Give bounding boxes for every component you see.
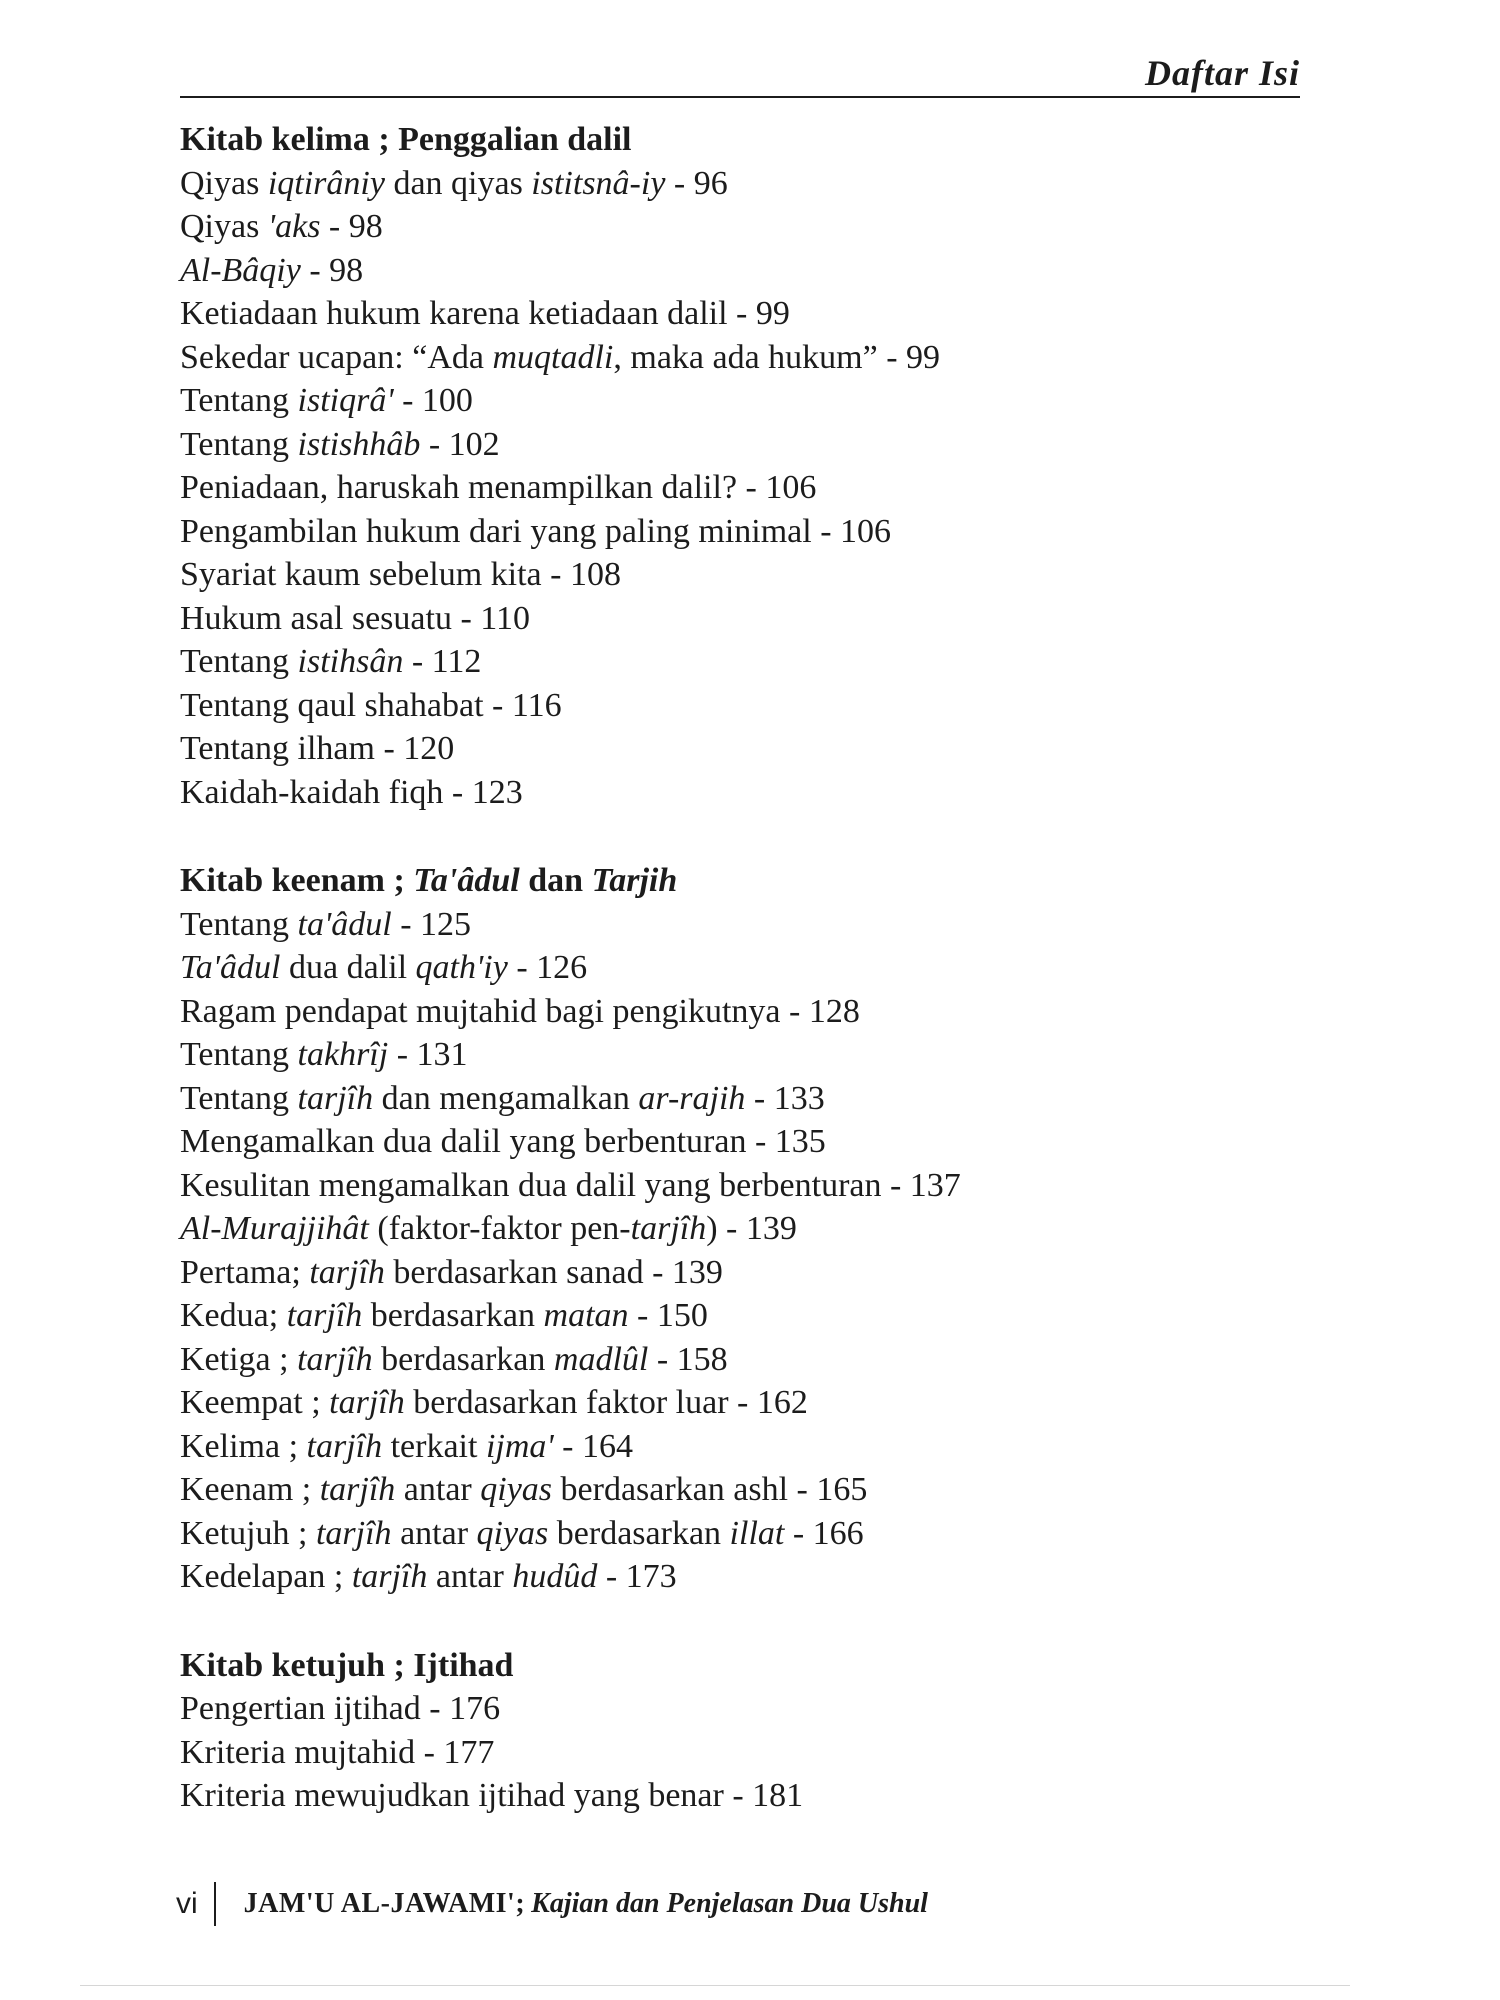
toc-entry (180, 727, 1300, 771)
entry-text-run: hudûd (512, 1558, 598, 1595)
toc-entry (180, 1687, 1300, 1731)
entry-text-run: dua dalil (280, 949, 416, 986)
toc-entry (180, 1294, 1300, 1338)
entry-text-run: istiqrâ' (297, 382, 394, 419)
entry-text-run: Kriteria mewujudkan ijtihad yang benar - 181 (180, 1777, 804, 1814)
entry-text-run: - 112 (403, 643, 482, 680)
page-footer (176, 1880, 1300, 1928)
entry-text-run: tarjîh (319, 1471, 396, 1508)
toc-entry (180, 640, 1300, 684)
entry-text-run: Ketiadaan hukum karena ketiadaan dalil - 99 (180, 295, 790, 332)
entry-text-run: Pengambilan hukum dari yang paling minimal - 106 (180, 512, 892, 550)
entry-text-run: Kesulitan mengamalkan dua dalil yang berbenturan - 137 (180, 1166, 961, 1204)
entry-text-run: Ketujuh ; (180, 1514, 316, 1552)
entry-text-run: matan (543, 1297, 629, 1334)
entry-text-run: Kriteria mujtahid - 177 (180, 1733, 495, 1771)
entry-text-run: Al-Bâqiy (180, 251, 301, 289)
toc-entry (180, 1774, 1300, 1818)
entry-text-run: Tentang ilham - 120 (180, 730, 455, 767)
toc-entry (180, 771, 1300, 815)
toc-entry (180, 336, 1300, 380)
entry-text-run: istishhâb (297, 425, 421, 463)
toc-entry (180, 1381, 1300, 1425)
entry-text-run: (faktor-faktor pen- (368, 1210, 631, 1247)
entry-text-run: - 166 (784, 1514, 864, 1552)
section-title (180, 1644, 1300, 1688)
entry-text-run: illat (729, 1514, 785, 1552)
entry-text-run: takhrîj (297, 1036, 389, 1073)
entry-text-run: 'aks (267, 208, 321, 245)
toc-entry (180, 162, 1300, 206)
entry-text-run: - 96 (665, 164, 728, 202)
toc-entry (180, 1207, 1300, 1251)
entry-text-run: - 133 (745, 1079, 825, 1117)
entry-text-run: Ta'âdul (180, 949, 281, 986)
toc-entry (180, 423, 1300, 467)
toc-section (180, 859, 1300, 1599)
entry-text-run: ) - 139 (706, 1210, 797, 1247)
entry-text-run: berdasarkan (362, 1297, 544, 1334)
entry-text-run: Kelima ; (180, 1427, 307, 1465)
entry-text-run: berdasarkan faktor luar - 162 (404, 1384, 808, 1421)
table-of-contents (180, 118, 1300, 1818)
entry-text-run: Mengamalkan dua dalil yang berbenturan - 135 (180, 1123, 826, 1160)
entry-text-run: tarjîh (297, 1079, 374, 1117)
entry-text-run: tarjîh (306, 1427, 383, 1465)
entry-text-run: qiyas (476, 1514, 549, 1552)
title-text-run: Kitab ketujuh ; Ijtihad (180, 1646, 514, 1684)
entry-text-run: dan mengamalkan (373, 1079, 639, 1117)
entry-text-run: qiyas (480, 1471, 553, 1508)
toc-entry (180, 1120, 1300, 1164)
entry-text-run: Peniadaan, haruskah menampilkan dalil? - 106 (180, 469, 817, 506)
entry-text-run: - 126 (507, 949, 588, 986)
book-subtitle: Kajian dan Penjelasan Dua Ushul (531, 1888, 928, 1919)
entry-text-run: Syariat kaum sebelum kita - 108 (180, 556, 621, 593)
entry-text-run: antar (395, 1471, 481, 1508)
entry-text-run: berdasarkan ashl - 165 (552, 1471, 868, 1508)
entry-text-run: Al-Murajjihât (180, 1210, 369, 1247)
entry-text-run: istitsnâ-iy (531, 164, 666, 202)
entry-text-run: , maka ada hukum” - 99 (613, 338, 941, 376)
entry-text-run: Qiyas (180, 208, 268, 245)
entry-text-run: Ketiga ; (180, 1340, 298, 1378)
section-title (180, 118, 1300, 162)
toc-entry (180, 1512, 1300, 1556)
entry-text-run: - 158 (648, 1340, 728, 1378)
toc-entry (180, 1425, 1300, 1469)
entry-text-run: muqtadli (492, 338, 614, 376)
book-title: JAM'U AL-JAWAMI'; (243, 1888, 526, 1919)
running-header-title: Daftar Isi (1144, 53, 1300, 93)
toc-entry (180, 1164, 1300, 1208)
toc-entry (180, 205, 1300, 249)
entry-text-run: tarjîh (329, 1384, 405, 1421)
toc-entry (180, 466, 1300, 510)
entry-text-run: tarjîh (286, 1297, 363, 1334)
entry-text-run: ijma' (485, 1427, 554, 1465)
entry-text-run: berdasarkan (372, 1340, 554, 1378)
header-rule (180, 96, 1300, 98)
toc-entry (180, 990, 1300, 1034)
toc-entry (180, 1033, 1300, 1077)
entry-text-run: ar-rajih (638, 1079, 746, 1117)
toc-entry (180, 510, 1300, 554)
entry-text-run: - 164 (553, 1427, 633, 1465)
entry-text-run: Ragam pendapat mujtahid bagi pengikutnya - 128 (180, 992, 860, 1030)
entry-text-run: istihsân (297, 643, 404, 680)
entry-text-run: - 173 (597, 1558, 677, 1595)
entry-text-run: Hukum asal sesuatu - 110 (180, 599, 531, 637)
entry-text-run: Pertama; (180, 1253, 310, 1291)
entry-text-run: Tentang (180, 1036, 298, 1073)
toc-entry (180, 1338, 1300, 1382)
toc-entry (180, 379, 1300, 423)
entry-text-run: Sekedar ucapan: “Ada (180, 338, 493, 376)
entry-text-run: iqtirâniy (267, 164, 385, 202)
entry-text-run: - 98 (300, 251, 364, 289)
footer-separator (214, 1882, 216, 1926)
entry-text-run: qath'iy (415, 949, 508, 986)
entry-text-run: antar (391, 1514, 477, 1552)
entry-text-run: - 125 (391, 905, 472, 943)
entry-text-run: tarjîh (309, 1253, 385, 1291)
entry-text-run: Keenam ; (180, 1471, 320, 1508)
entry-text-run: ta'âdul (297, 905, 392, 943)
entry-text-run: antar (427, 1558, 513, 1595)
entry-text-run: dan qiyas (384, 164, 532, 202)
entry-text-run: Tentang (180, 425, 298, 463)
toc-entry (180, 292, 1300, 336)
toc-entry (180, 1251, 1300, 1295)
title-text-run: Kitab keenam ; (180, 862, 414, 899)
entry-text-run: tarjîh (630, 1210, 707, 1247)
title-text-run: Tarjih (591, 862, 678, 899)
entry-text-run: Tentang (180, 643, 298, 680)
entry-text-run: Keempat ; (180, 1384, 330, 1421)
entry-text-run: Kedua; (180, 1297, 287, 1334)
entry-text-run: - 102 (420, 425, 500, 463)
entry-text-run: Qiyas (180, 164, 268, 202)
toc-entry (180, 1555, 1300, 1599)
title-text-run: Ta'âdul (413, 862, 520, 899)
entry-text-run: tarjîh (315, 1514, 392, 1552)
entry-text-run: Tentang (180, 1079, 298, 1117)
toc-entry (180, 946, 1300, 990)
entry-text-run: Tentang (180, 905, 298, 943)
entry-text-run: madlûl (553, 1340, 649, 1378)
toc-entry (180, 1468, 1300, 1512)
toc-entry (180, 903, 1300, 947)
entry-text-run: - 131 (388, 1036, 468, 1073)
toc-section (180, 118, 1300, 814)
entry-text-run: Tentang qaul shahabat - 116 (180, 686, 562, 724)
toc-entry (180, 249, 1300, 293)
toc-entry (180, 684, 1300, 728)
entry-text-run: Kedelapan ; (180, 1558, 352, 1595)
toc-entry (180, 1077, 1300, 1121)
scan-edge-line (80, 1985, 1350, 1986)
title-text-run: Kitab kelima ; Penggalian dalil (180, 121, 632, 158)
entry-text-run: - 150 (628, 1297, 708, 1334)
entry-text-run: Pengertian ijtihad - 176 (180, 1690, 501, 1727)
entry-text-run: terkait (382, 1427, 486, 1465)
title-text-run: dan (519, 862, 592, 899)
page-number: vi (176, 1887, 198, 1920)
section-title (180, 859, 1300, 903)
entry-text-run: berdasarkan sanad - 139 (384, 1253, 723, 1291)
entry-text-run: - 100 (393, 382, 473, 419)
toc-entry (180, 1731, 1300, 1775)
entry-text-run: - 98 (320, 208, 383, 245)
entry-text-run: Kaidah-kaidah fiqh - 123 (180, 773, 523, 811)
toc-entry (180, 553, 1300, 597)
toc-section (180, 1644, 1300, 1818)
entry-text-run: tarjîh (297, 1340, 373, 1378)
entry-text-run: tarjîh (351, 1558, 428, 1595)
toc-entry (180, 597, 1300, 641)
entry-text-run: Tentang (180, 382, 298, 419)
entry-text-run: berdasarkan (548, 1514, 730, 1552)
